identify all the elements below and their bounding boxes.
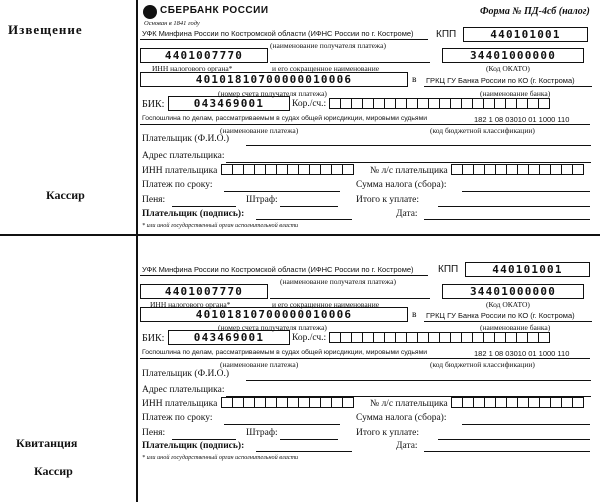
tax-sum-line: [462, 424, 590, 425]
date-label: Дата:: [396, 209, 418, 219]
bik-box: 043469001: [168, 330, 290, 345]
account-no-label: № л/с плательщика: [370, 399, 448, 409]
payer-inn-cells: [222, 164, 354, 175]
fine-label: Штраф:: [246, 195, 278, 205]
korsch-cells: [330, 98, 550, 109]
bank-caption: (наименование банка): [480, 323, 551, 332]
payer-line: [246, 380, 591, 381]
purpose-text: Госпошлина по делам, рассматриваемым в судах общей юрисдикции, мировыми судьями: [142, 115, 428, 122]
account-no-cells: [452, 397, 584, 408]
signature-line: [256, 451, 352, 452]
kbk-caption: (код бюджетной классификации): [430, 360, 535, 369]
kbk-caption: (код бюджетной классификации): [430, 126, 535, 135]
payee-name: УФК Минфина России по Костромской области (ИФНС России по г. Костроме): [142, 265, 414, 274]
kvitanciya-label: Квитанция: [16, 436, 78, 450]
vertical-divider: [136, 0, 138, 502]
kpp-label: КПП: [436, 29, 457, 40]
penalty-line: [172, 206, 236, 207]
payer-inn-label: ИНН плательщика: [142, 166, 218, 176]
date-line: [424, 219, 590, 220]
account-no-label: № л/с плательщика: [370, 166, 448, 176]
okato-box: 34401000000: [442, 284, 584, 299]
penalty-line: [172, 439, 236, 440]
in-word: в: [412, 75, 417, 85]
purpose-line: [140, 124, 590, 125]
okato-caption: (Код ОКАТО): [486, 300, 530, 309]
payer-inn-label: ИНН плательщика: [142, 399, 218, 409]
account-caption: (номер счета получателя платежа): [218, 89, 327, 98]
short-name-caption: и его сокращенное наименование: [272, 300, 380, 309]
bik-box: 043469001: [168, 96, 290, 111]
payer-inn-cells: [222, 397, 354, 408]
penalty-label: Пеня:: [142, 195, 166, 205]
tax-sum-label: Сумма налога (сбора):: [356, 180, 447, 190]
in-word: в: [412, 310, 417, 320]
purpose-line: [140, 358, 590, 359]
horizontal-divider: [0, 234, 600, 236]
total-label: Итого к уплате:: [356, 195, 419, 205]
korsch-label: Кор./сч.:: [292, 333, 327, 343]
signature-line: [256, 219, 352, 220]
penalty-label: Пеня:: [142, 428, 166, 438]
fine-label: Штраф:: [246, 428, 278, 438]
fine-line: [280, 439, 338, 440]
date-label: Дата:: [396, 441, 418, 451]
kassir-top-label: Кассир: [46, 188, 85, 202]
due-line: [224, 191, 340, 192]
bank-name: ГРКЦ ГУ Банка России по КО (г. Кострома): [426, 311, 575, 320]
account-no-cells: [452, 164, 584, 175]
kpp-label: КПП: [438, 264, 459, 275]
tax-sum-label: Сумма налога (сбора):: [356, 413, 447, 423]
kassir-bottom-label: Кассир: [34, 464, 73, 478]
izveshchenie-label: Извещение: [8, 22, 83, 37]
tax-sum-line: [462, 191, 590, 192]
payer-label: Плательщик (Ф.И.О.): [142, 369, 230, 379]
purpose-caption: (наименование платежа): [220, 126, 299, 135]
kbk-text: 182 1 08 03010 01 1000 110: [474, 349, 570, 358]
account-box: 40101810700000010006: [140, 72, 408, 87]
kpp-box: 440101001: [465, 262, 590, 277]
payee-line: [140, 39, 428, 40]
bank-caption: (наименование банка): [480, 89, 551, 98]
short-name-line: [270, 298, 430, 299]
form-number: Форма № ПД-4сб (налог): [480, 6, 590, 17]
signature-label: Плательщик (подпись):: [142, 441, 245, 451]
due-line: [224, 424, 340, 425]
payer-address-label: Адрес плательщика:: [142, 151, 225, 161]
korsch-label: Кор./сч.:: [292, 99, 327, 109]
sberbank-logo: [143, 5, 157, 19]
bik-label: БИК:: [142, 99, 165, 110]
payer-line: [246, 145, 591, 146]
account-caption: (номер счета получателя платежа): [218, 323, 327, 332]
bank-line: [424, 86, 592, 87]
payee-caption: (наименование получателя платежа): [270, 41, 386, 50]
due-label: Платеж по сроку:: [142, 180, 213, 190]
footnote: * или иной государственный орган исполнительной власти: [142, 222, 299, 229]
korsch-cells: [330, 332, 550, 343]
okato-caption: (Код ОКАТО): [486, 64, 530, 73]
payee-line: [140, 275, 428, 276]
total-label: Итого к уплате:: [356, 428, 419, 438]
short-name-caption: и его сокращенное наименование: [272, 64, 380, 73]
bank-name: ГРКЦ ГУ Банка России по КО (г. Кострома): [426, 76, 575, 85]
purpose-caption: (наименование платежа): [220, 360, 299, 369]
payer-address-label: Адрес плательщика:: [142, 385, 225, 395]
kpp-box: 440101001: [463, 27, 588, 42]
bik-label: БИК:: [142, 333, 165, 344]
inn-box: 4401007770: [140, 48, 268, 63]
short-name-line: [270, 62, 430, 63]
okato-box: 34401000000: [442, 48, 584, 63]
inn-caption: ИНН налогового органа*: [152, 64, 233, 73]
payer-label: Плательщик (Ф.И.О.): [142, 134, 230, 144]
date-line: [424, 451, 590, 452]
payee-name: УФК Минфина России по Костромской области (ИФНС России по г. Костроме): [142, 29, 414, 38]
bank-line: [424, 321, 592, 322]
total-line: [438, 206, 590, 207]
payee-caption: (наименование получателя платежа): [280, 277, 396, 286]
purpose-text: Госпошлина по делам, рассматриваемым в судах общей юрисдикции, мировыми судьями: [142, 349, 428, 356]
inn-caption: ИНН налогового органа*: [150, 300, 231, 309]
due-label: Платеж по сроку:: [142, 413, 213, 423]
bank-founded: Основан в 1841 году: [144, 20, 200, 27]
bank-title: СБЕРБАНК РОССИИ: [160, 5, 269, 16]
fine-line: [280, 206, 338, 207]
total-line: [438, 439, 590, 440]
signature-label: Плательщик (подпись):: [142, 209, 245, 219]
footnote: * или иной государственный орган исполнительной власти: [142, 454, 299, 461]
address-line: [226, 162, 591, 163]
inn-box: 4401007770: [140, 284, 268, 299]
kbk-text: 182 1 08 03010 01 1000 110: [474, 115, 570, 124]
account-box: 40101810700000010006: [140, 307, 408, 322]
